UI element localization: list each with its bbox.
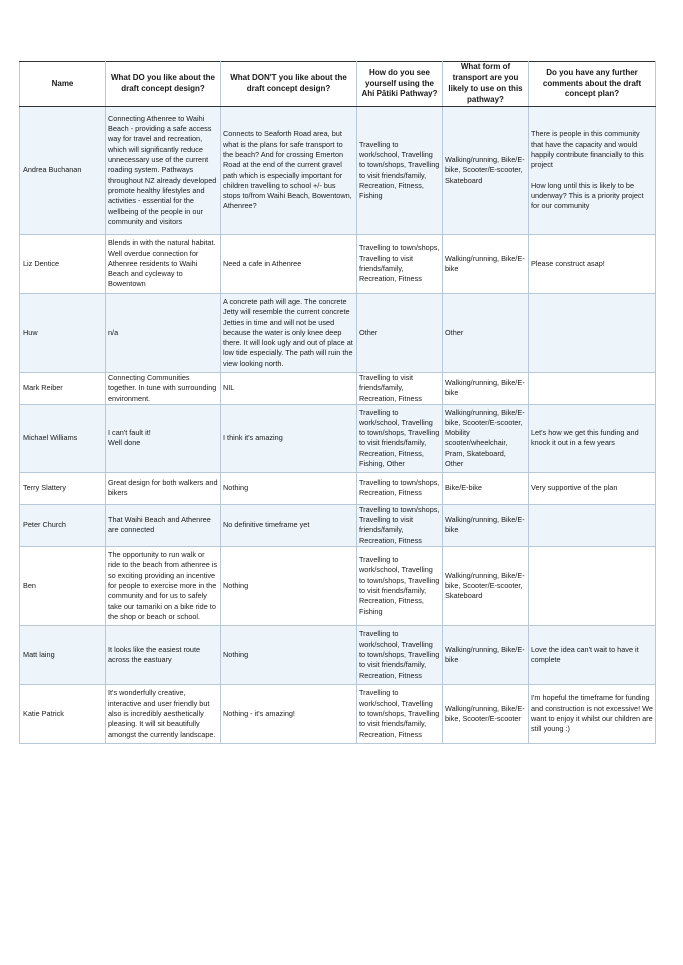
cell-comments: Very supportive of the plan <box>529 472 656 504</box>
cell-name: Terry Slattery <box>20 472 106 504</box>
header-like: What DO you like about the draft concept design? <box>106 62 221 107</box>
cell-comments <box>529 547 656 626</box>
cell-usage: Travelling to town/shops, Recreation, Fitness <box>357 472 443 504</box>
cell-name: Ben <box>20 547 106 626</box>
cell-comments: Please construct asap! <box>529 235 656 294</box>
cell-dislike: A concrete path will age. The concrete Jetty will resemble the current concrete Jetties in time and will not be used because the water is only knee deep there. It will look ugly and out of place at low tide especially. The path will ruin the view looking north. <box>221 294 357 373</box>
cell-name: Liz Dentice <box>20 235 106 294</box>
cell-like: It's wonderfully creative, interactive and user friendly but also is incredibly aesthetically pleasing. It will sit beautifully amongst the currently landscape. <box>106 685 221 744</box>
cell-name: Huw <box>20 294 106 373</box>
cell-like: Blends in with the natural habitat. Well overdue connection for Athenree residents to Waihi Beach and cycleway to Bowentown <box>106 235 221 294</box>
table-row <box>20 504 656 546</box>
cell-name: Mark Reiber <box>20 373 106 405</box>
cell-usage: Travelling to work/school, Travelling to town/shops, Travelling to visit friends/family, Recreation, Fitness, Fishing <box>357 547 443 626</box>
cell-like: I can't fault it! Well done <box>106 404 221 472</box>
cell-comments: Love the idea can't wait to have it complete <box>529 626 656 685</box>
cell-like: The opportunity to run walk or ride to the beach from athenree is so exciting providing an incentive for people to exercise more in the community and for us to safely take our tamariki on a bike ride to the shop or beach or school. <box>106 547 221 626</box>
cell-dislike: I think it's amazing <box>221 404 357 472</box>
cell-name: Matt laing <box>20 626 106 685</box>
cell-dislike: Need a cafe in Athenree <box>221 235 357 294</box>
header-usage: How do you see yourself using the Ahi Pātiki Pathway? <box>357 62 443 107</box>
cell-name: Katie Patrick <box>20 685 106 744</box>
cell-comments <box>529 373 656 405</box>
table-row <box>20 472 656 504</box>
table-row <box>20 235 656 294</box>
cell-transport: Walking/running, Bike/E-bike <box>443 504 529 546</box>
header-row <box>20 62 656 107</box>
cell-usage: Travelling to work/school, Travelling to town/shops, Travelling to visit friends/family, Recreation, Fitness, Fishing, Other <box>357 404 443 472</box>
cell-comments <box>529 504 656 546</box>
cell-usage: Travelling to work/school, Travelling to town/shops, Travelling to visit friends/family, Recreation, Fitness <box>357 685 443 744</box>
header-transport: What form of transport are you likely to use on this pathway? <box>443 62 529 107</box>
cell-dislike: Nothing <box>221 547 357 626</box>
cell-dislike: Connects to Seaforth Road area, but what is the plans for safe transport to the beach? And for crossing Emerton Road at the end of the current gravel path which is especially important for children travelling to school +/- bus stops to/from Waihi Beach, Bowentown, Athenree? <box>221 107 357 235</box>
cell-comments: Let's how we get this funding and knock it out in a few years <box>529 404 656 472</box>
cell-like: Connecting Communities together. In tune with surrounding environment. <box>106 373 221 405</box>
table-row <box>20 404 656 472</box>
table-row <box>20 107 656 235</box>
cell-like: Connecting Athenree to Waihi Beach - providing a safe access way for travel and recreation, which will significantly reduce unnecessary use of the current roading system. Pathways throughout NZ already developed promote healthy lifestyles and activities - essential for the wellbeing of the people in our community and visitors <box>106 107 221 235</box>
header-dislike: What DON'T you like about the draft concept design? <box>221 62 357 107</box>
table-row <box>20 373 656 405</box>
cell-name: Andrea Buchanan <box>20 107 106 235</box>
table-row <box>20 547 656 626</box>
cell-transport: Walking/running, Bike/E-bike <box>443 626 529 685</box>
cell-like: n/a <box>106 294 221 373</box>
cell-usage: Other <box>357 294 443 373</box>
cell-like: Great design for both walkers and bikers <box>106 472 221 504</box>
cell-transport: Walking/running, Bike/E-bike <box>443 235 529 294</box>
cell-dislike: Nothing <box>221 626 357 685</box>
cell-usage: Travelling to town/shops, Travelling to visit friends/family, Recreation, Fitness <box>357 504 443 546</box>
cell-usage: Travelling to work/school, Travelling to town/shops, Travelling to visit friends/family, Recreation, Fitness, Fishing <box>357 107 443 235</box>
header-name: Name <box>20 62 106 107</box>
header-comments: Do you have any further comments about the draft concept plan? <box>529 62 656 107</box>
cell-usage: Travelling to work/school, Travelling to town/shops, Travelling to visit friends/family, Recreation, Fitness <box>357 626 443 685</box>
table-row <box>20 294 656 373</box>
cell-dislike: Nothing - it's amazing! <box>221 685 357 744</box>
cell-transport: Walking/running, Bike/E-bike, Scooter/E-scooter, Mobility scooter/wheelchair, Pram, Skateboard, Other <box>443 404 529 472</box>
cell-transport: Walking/running, Bike/E-bike <box>443 373 529 405</box>
cell-transport: Walking/running, Bike/E-bike, Scooter/E-scooter <box>443 685 529 744</box>
cell-usage: Travelling to visit friends/family, Recreation, Fitness <box>357 373 443 405</box>
cell-comments: There is people in this community that have the capacity and would happily contribute financially to this project How long until this is likely to be underway? This is a priority project for our community <box>529 107 656 235</box>
cell-name: Michael Williams <box>20 404 106 472</box>
cell-name: Peter Church <box>20 504 106 546</box>
cell-transport: Bike/E-bike <box>443 472 529 504</box>
cell-dislike: Nothing <box>221 472 357 504</box>
table-row <box>20 685 656 744</box>
cell-transport: Walking/running, Bike/E-bike, Scooter/E-scooter, Skateboard <box>443 107 529 235</box>
feedback-table <box>19 61 656 744</box>
cell-like: That Waihi Beach and Athenree are connected <box>106 504 221 546</box>
cell-transport: Walking/running, Bike/E-bike, Scooter/E-scooter, Skateboard <box>443 547 529 626</box>
cell-dislike: No definitive timeframe yet <box>221 504 357 546</box>
cell-usage: Travelling to town/shops, Travelling to visit friends/family, Recreation, Fitness <box>357 235 443 294</box>
cell-like: It looks like the easiest route across the eastuary <box>106 626 221 685</box>
cell-comments <box>529 294 656 373</box>
cell-dislike: NIL <box>221 373 357 405</box>
table-row <box>20 626 656 685</box>
cell-comments: I'm hopeful the timeframe for funding and construction is not excessive! We want to enjoy it whilst our children are still young :) <box>529 685 656 744</box>
cell-transport: Other <box>443 294 529 373</box>
